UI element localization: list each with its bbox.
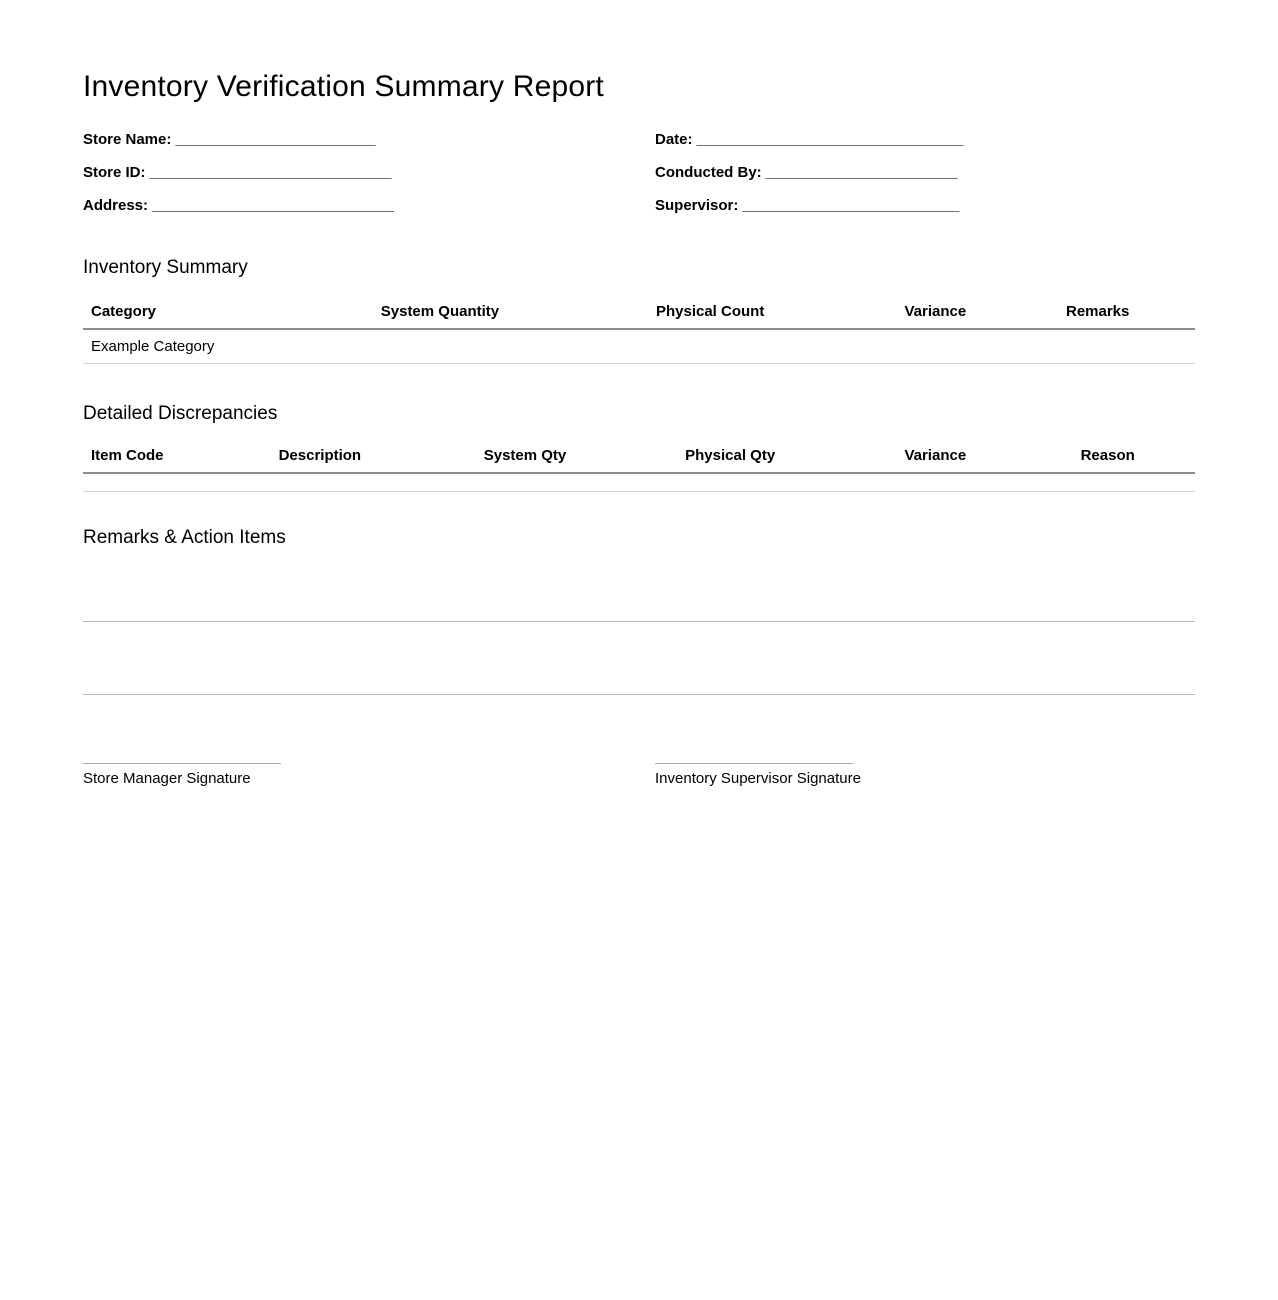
inventory-summary-table <box>83 295 1195 364</box>
column-header-category: Category <box>83 295 330 329</box>
column-header-system-qty: System Qty <box>440 439 610 473</box>
field-store-name <box>83 129 655 150</box>
column-header-system-quantity: System Quantity <box>330 295 550 329</box>
field-label: Conducted By: <box>655 164 762 181</box>
table-cell-remarks <box>1000 329 1195 364</box>
field-store-id <box>83 162 655 183</box>
column-header-physical-qty: Physical Qty <box>610 439 850 473</box>
table-cell-item-code <box>83 473 200 491</box>
field-label: Store ID: <box>83 164 146 181</box>
column-header-reason: Reason <box>1020 439 1195 473</box>
field-address <box>83 195 655 216</box>
signature-section <box>83 763 1195 787</box>
field-blank-line: ________________________ <box>175 131 376 148</box>
table-row <box>83 329 1195 364</box>
section-heading-detailed-discrepancies: Detailed Discrepancies <box>83 403 278 424</box>
table-cell-variance <box>850 473 1020 491</box>
column-header-remarks: Remarks <box>1000 295 1195 329</box>
table-cell-physical-count <box>550 329 870 364</box>
field-label: Store Name: <box>83 131 172 148</box>
table-header-row <box>83 439 1195 473</box>
header-form <box>83 129 1195 216</box>
column-header-physical-count: Physical Count <box>550 295 870 329</box>
column-header-variance: Variance <box>870 295 1000 329</box>
field-blank-line: _____________________________ <box>149 164 392 181</box>
field-blank-line: _____________________________ <box>152 197 394 214</box>
table-cell-system-quantity <box>330 329 550 364</box>
field-date <box>655 129 1195 150</box>
detailed-discrepancies-table <box>83 439 1195 492</box>
table-cell-reason <box>1020 473 1195 491</box>
column-header-item-code: Item Code <box>83 439 200 473</box>
field-label: Date: <box>655 131 693 148</box>
section-heading-inventory-summary: Inventory Summary <box>83 257 248 278</box>
inventory-supervisor-signature-block <box>655 763 861 787</box>
table-cell-description <box>200 473 440 491</box>
field-label: Address: <box>83 197 149 214</box>
section-heading-remarks-action-items: Remarks & Action Items <box>83 526 286 548</box>
column-header-variance: Variance <box>850 439 1020 473</box>
table-cell-system-qty <box>440 473 610 491</box>
page-title: Inventory Verification Summary Report <box>83 70 604 103</box>
field-supervisor <box>655 195 1195 216</box>
remarks-ruled-line <box>83 549 1195 622</box>
table-header-row <box>83 295 1195 329</box>
remarks-ruled-line <box>83 622 1195 695</box>
signature-label: Store Manager Signature <box>83 769 251 787</box>
field-label: Supervisor: <box>655 197 739 214</box>
table-row <box>83 473 1195 491</box>
field-blank-line: ________________________________ <box>696 131 964 148</box>
field-blank-line: __________________________ <box>742 197 960 214</box>
table-cell-category: Example Category <box>83 329 330 364</box>
remarks-writing-area <box>83 549 1195 695</box>
field-blank-line: _______________________ <box>765 164 958 181</box>
field-conducted-by <box>655 162 1195 183</box>
column-header-description: Description <box>200 439 440 473</box>
table-cell-physical-qty <box>610 473 850 491</box>
signature-label: Inventory Supervisor Signature <box>655 769 861 787</box>
table-cell-variance <box>870 329 1000 364</box>
store-manager-signature-block <box>83 763 283 787</box>
